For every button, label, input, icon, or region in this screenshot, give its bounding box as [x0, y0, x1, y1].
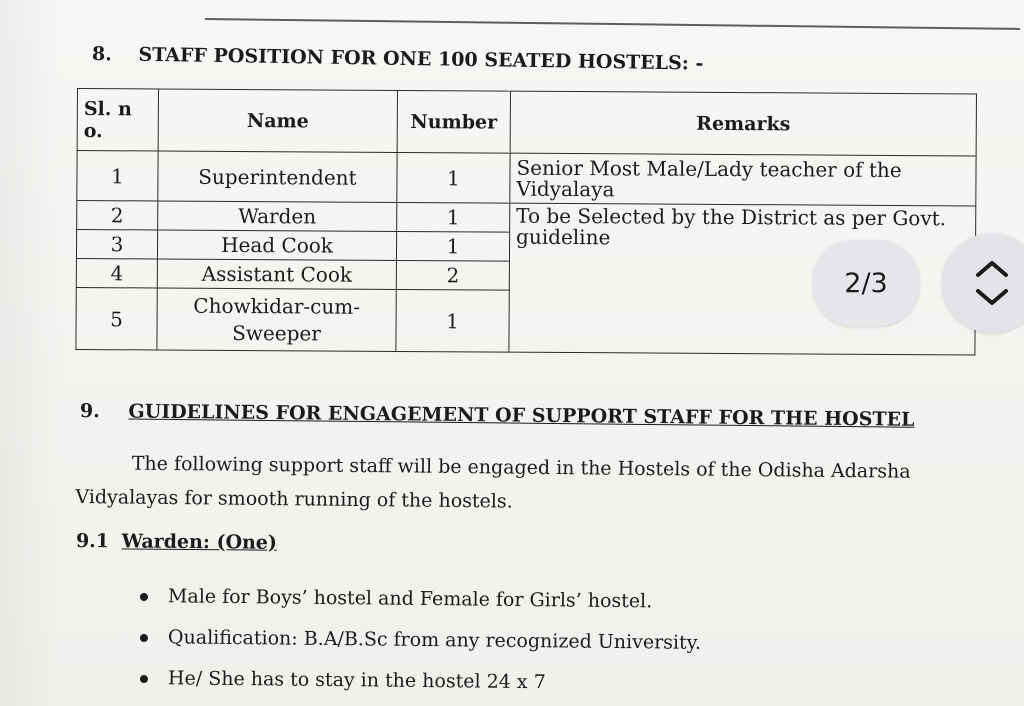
- cell-number: 1: [396, 231, 509, 261]
- table-header-row: [77, 89, 976, 156]
- warden-bullet-list: [140, 574, 701, 706]
- list-item: He/ She has to stay in the hostel 24 x 7: [140, 656, 701, 706]
- cell-name: Chowkidar-cum-Sweeper: [157, 288, 396, 351]
- section-9-title: GUIDELINES FOR ENGAGEMENT OF SUPPORT STAFF FOR THE HOSTEL: [128, 400, 915, 431]
- table-row: [77, 151, 976, 206]
- header-remarks: Remarks: [510, 91, 976, 156]
- section-8-heading: [92, 43, 704, 75]
- paragraph-line: Vidyalayas for smooth running of the hostels.: [75, 485, 513, 513]
- section-9-heading: [80, 400, 915, 431]
- scan-shadow: [0, 0, 60, 706]
- list-item: Male for Boys’ hostel and Female for Girls’ hostel.: [140, 574, 701, 624]
- cell-name: Warden: [158, 201, 397, 231]
- cell-name: Assistant Cook: [157, 259, 396, 289]
- section-9-1-title: Warden: (One): [121, 530, 278, 554]
- header-number: Number: [397, 90, 510, 153]
- cell-name: Head Cook: [157, 230, 396, 260]
- cell-sl: 5: [76, 287, 157, 349]
- cell-sl: 1: [77, 151, 158, 201]
- cell-number: 1: [396, 289, 509, 352]
- cell-name: Superintendent: [158, 151, 397, 202]
- cell-number: 2: [396, 260, 509, 290]
- chevron-up-down-icon: [970, 257, 1014, 309]
- header-name: Name: [158, 89, 397, 152]
- section-9-1-number: 9.1: [75, 530, 110, 553]
- section-9-1-heading: [76, 530, 277, 554]
- section-9-paragraph: [75, 446, 976, 523]
- header-sl: Sl. n o.: [77, 89, 158, 151]
- cell-sl: 2: [77, 201, 158, 230]
- cell-sl: 4: [76, 258, 157, 287]
- section-8-number: 8.: [91, 43, 113, 66]
- cell-remarks: Senior Most Male/Lady teacher of the Vidyalaya: [510, 153, 976, 206]
- cell-number: 1: [397, 202, 510, 232]
- page-indicator: 2/3: [813, 240, 919, 326]
- cell-remarks: To be Selected by the District as per Govt. guideline: [509, 203, 976, 355]
- section-8-title: STAFF POSITION FOR ONE 100 SEATED HOSTELS: -: [138, 43, 704, 75]
- top-rule-line: [205, 0, 1020, 30]
- cell-number: 1: [397, 152, 510, 203]
- paragraph-line: The following support staff will be engaged in the Hostels of the Odisha Adarsha: [131, 452, 911, 483]
- list-item: Qualification: B.A/B.Sc from any recognized University.: [140, 615, 701, 665]
- cell-sl: 3: [76, 230, 157, 259]
- section-9-number: 9.: [79, 400, 100, 423]
